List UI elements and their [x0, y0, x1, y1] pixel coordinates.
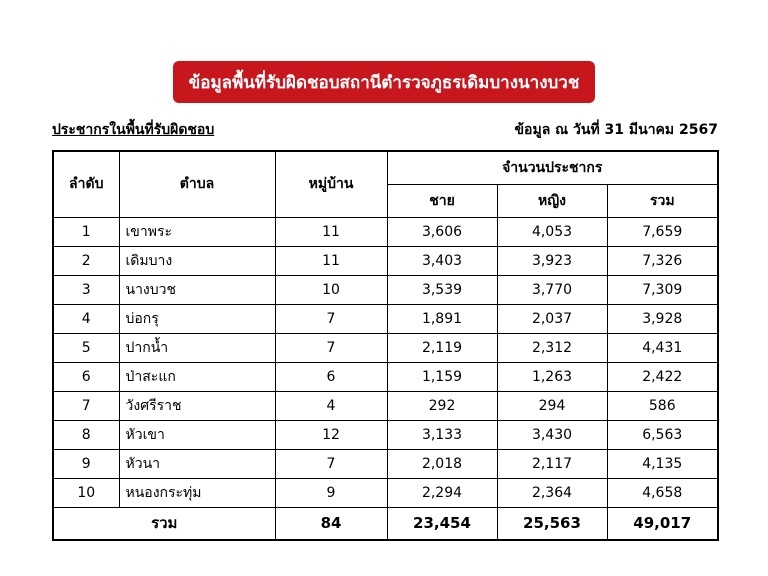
header-male: ชาย: [387, 184, 497, 217]
total-female: 25,563: [497, 507, 607, 540]
cell-villages: 7: [275, 304, 387, 333]
cell-total: 7,326: [607, 246, 718, 275]
cell-no: 1: [53, 217, 119, 246]
cell-total: 3,928: [607, 304, 718, 333]
cell-villages: 10: [275, 275, 387, 304]
cell-male: 3,606: [387, 217, 497, 246]
population-table: [52, 150, 719, 541]
header-subdistrict: ตำบล: [119, 151, 275, 217]
cell-villages: 6: [275, 362, 387, 391]
cell-subdistrict: นางบวช: [119, 275, 275, 304]
cell-male: 3,539: [387, 275, 497, 304]
cell-no: 4: [53, 304, 119, 333]
cell-no: 2: [53, 246, 119, 275]
cell-total: 586: [607, 391, 718, 420]
cell-no: 10: [53, 478, 119, 507]
total-male: 23,454: [387, 507, 497, 540]
table-header-row: [53, 151, 718, 184]
header-population: จำนวนประชากร: [387, 151, 718, 184]
table-row: [53, 217, 718, 246]
header-female: หญิง: [497, 184, 607, 217]
cell-no: 8: [53, 420, 119, 449]
table-row: [53, 333, 718, 362]
cell-villages: 9: [275, 478, 387, 507]
cell-female: 2,312: [497, 333, 607, 362]
cell-male: 3,133: [387, 420, 497, 449]
cell-subdistrict: หัวนา: [119, 449, 275, 478]
cell-no: 9: [53, 449, 119, 478]
cell-villages: 12: [275, 420, 387, 449]
section-subtitle: ประชากรในพื้นที่รับผิดชอบ: [52, 122, 215, 138]
cell-female: 4,053: [497, 217, 607, 246]
cell-total: 4,135: [607, 449, 718, 478]
cell-female: 294: [497, 391, 607, 420]
cell-male: 2,018: [387, 449, 497, 478]
cell-villages: 7: [275, 449, 387, 478]
table-row: [53, 478, 718, 507]
page-title-banner: [173, 61, 595, 103]
total-label: รวม: [53, 507, 275, 540]
cell-male: 2,119: [387, 333, 497, 362]
header-total: รวม: [607, 184, 718, 217]
cell-male: 1,159: [387, 362, 497, 391]
total-total: 49,017: [607, 507, 718, 540]
table-row: [53, 362, 718, 391]
cell-no: 6: [53, 362, 119, 391]
cell-female: 1,263: [497, 362, 607, 391]
cell-subdistrict: วังศรีราช: [119, 391, 275, 420]
cell-subdistrict: เขาพระ: [119, 217, 275, 246]
cell-total: 4,431: [607, 333, 718, 362]
cell-total: 7,659: [607, 217, 718, 246]
data-date-label: ข้อมูล ณ วันที่ 31 มีนาคม 2567: [514, 122, 718, 138]
header-no: ลำดับ: [53, 151, 119, 217]
cell-subdistrict: บ่อกรุ: [119, 304, 275, 333]
cell-villages: 7: [275, 333, 387, 362]
cell-female: 2,117: [497, 449, 607, 478]
cell-subdistrict: หัวเขา: [119, 420, 275, 449]
cell-subdistrict: หนองกระทุ่ม: [119, 478, 275, 507]
cell-total: 7,309: [607, 275, 718, 304]
cell-subdistrict: เดิมบาง: [119, 246, 275, 275]
cell-female: 3,923: [497, 246, 607, 275]
cell-male: 3,403: [387, 246, 497, 275]
cell-villages: 11: [275, 217, 387, 246]
cell-no: 5: [53, 333, 119, 362]
cell-female: 3,770: [497, 275, 607, 304]
cell-villages: 4: [275, 391, 387, 420]
table-row: [53, 391, 718, 420]
cell-villages: 11: [275, 246, 387, 275]
header-villages: หมู่บ้าน: [275, 151, 387, 217]
page-title: ข้อมูลพื้นที่รับผิดชอบสถานีตำรวจภูธรเดิมบางนางบวช: [188, 72, 580, 93]
table-row: [53, 420, 718, 449]
cell-total: 6,563: [607, 420, 718, 449]
table-row: [53, 449, 718, 478]
cell-no: 7: [53, 391, 119, 420]
cell-total: 4,658: [607, 478, 718, 507]
cell-subdistrict: ปากน้ำ: [119, 333, 275, 362]
table-row: [53, 304, 718, 333]
table-total-row: [53, 507, 718, 540]
cell-male: 1,891: [387, 304, 497, 333]
cell-male: 292: [387, 391, 497, 420]
table-row: [53, 246, 718, 275]
cell-male: 2,294: [387, 478, 497, 507]
cell-female: 2,364: [497, 478, 607, 507]
total-villages: 84: [275, 507, 387, 540]
cell-subdistrict: ป่าสะแก: [119, 362, 275, 391]
table-row: [53, 275, 718, 304]
cell-female: 2,037: [497, 304, 607, 333]
cell-no: 3: [53, 275, 119, 304]
cell-total: 2,422: [607, 362, 718, 391]
cell-female: 3,430: [497, 420, 607, 449]
